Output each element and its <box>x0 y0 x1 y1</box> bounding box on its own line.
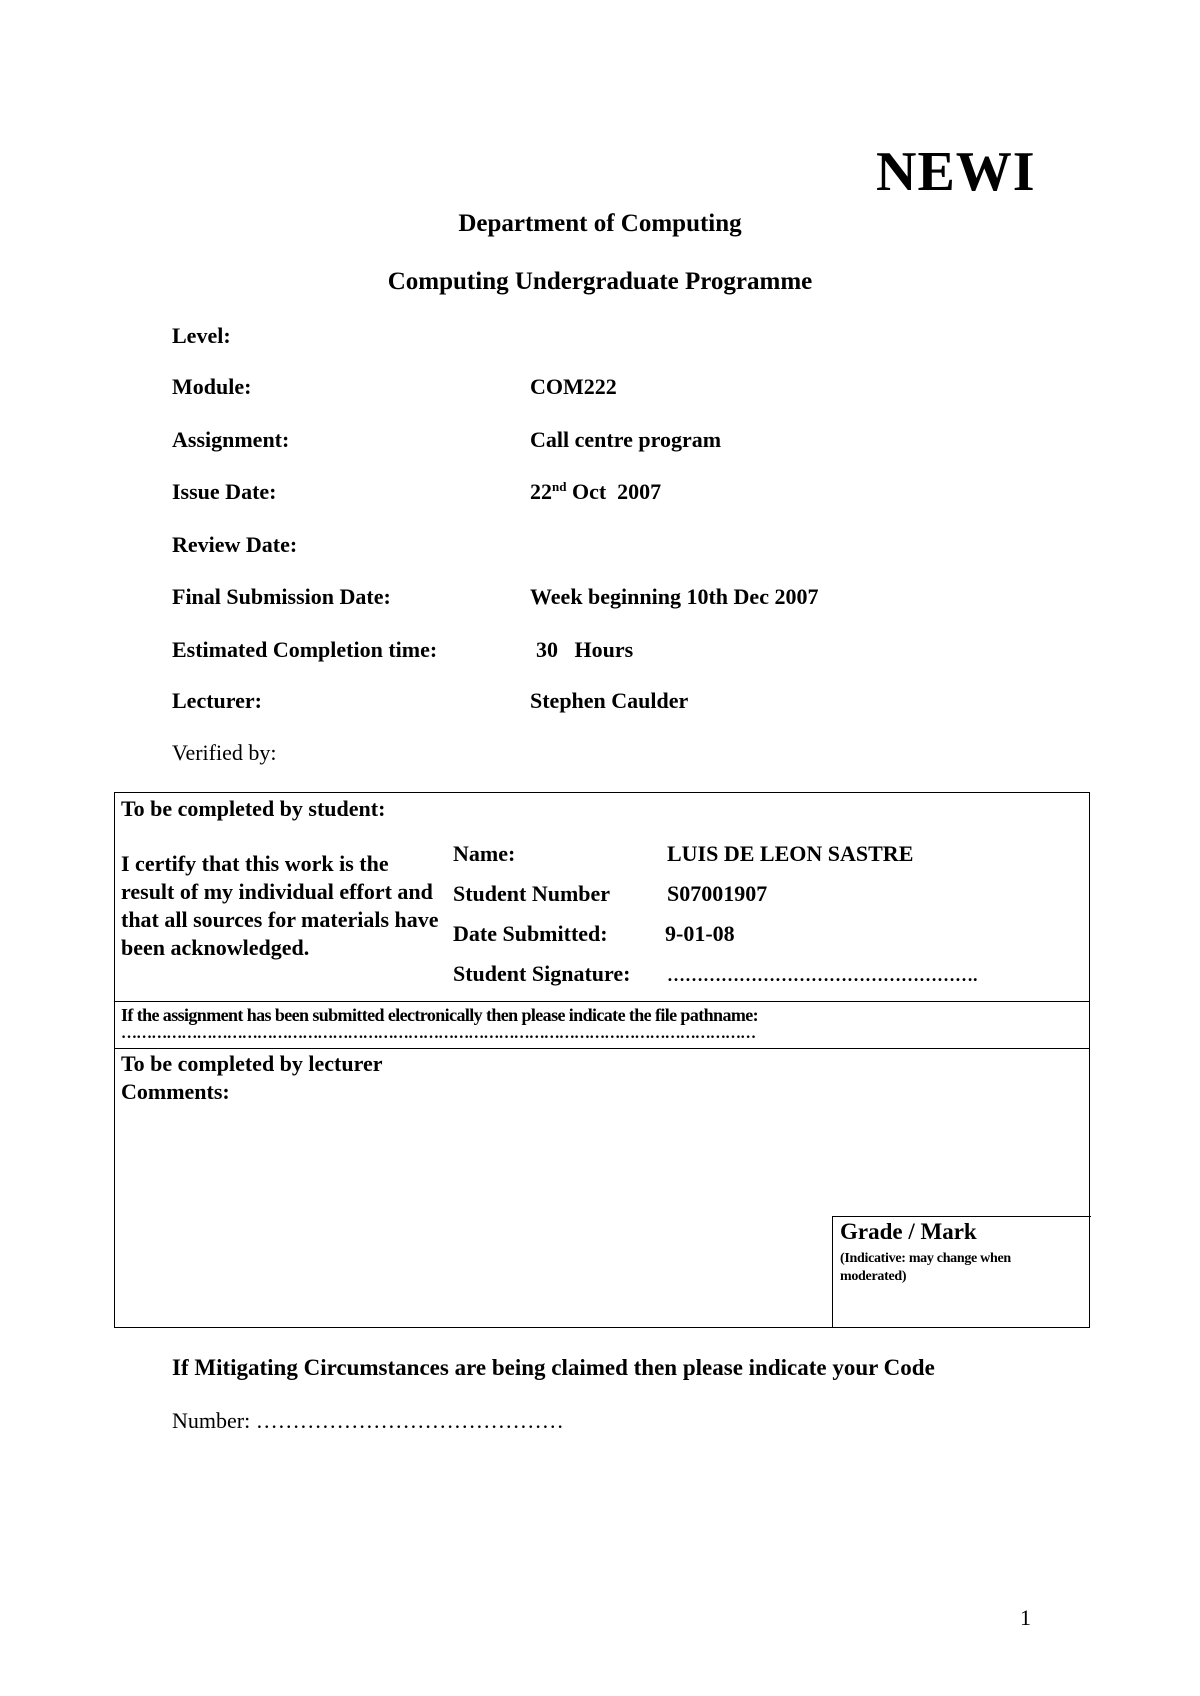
date-submitted-label: Date Submitted: <box>453 921 608 946</box>
issue-date-day: 22 <box>530 479 552 504</box>
file-pathname-line: ……………………………………………………………………………………………………………… <box>121 1025 756 1042</box>
section-divider <box>115 1048 1089 1049</box>
lecturer-value: Stephen Caulder <box>530 688 689 713</box>
grade-mark-note: (Indicative: may change when moderated) <box>840 1251 1011 1284</box>
name-label: Name: <box>453 841 516 866</box>
completion-time-value: 30 Hours <box>536 637 634 662</box>
comments-label: Comments: <box>121 1079 230 1104</box>
section-divider <box>115 1001 1089 1002</box>
file-pathname-label: If the assignment has been submitted electronically then please indicate the file pathname: <box>121 1005 759 1025</box>
module-value: COM222 <box>530 374 617 399</box>
lecturer-section-header: To be completed by lecturer <box>121 1051 383 1076</box>
issue-date-suffix: nd <box>552 479 567 494</box>
department-heading: Department of Computing <box>458 210 742 237</box>
certification-statement: I certify that this work is the result of my individual effort and that all sources for materials have been acknowledged. <box>121 851 439 960</box>
issue-date-value <box>530 479 661 505</box>
lecturer-label: Lecturer: <box>172 688 262 713</box>
module-label: Module: <box>172 374 252 399</box>
student-section-header: To be completed by student: <box>121 796 386 821</box>
final-submission-label: Final Submission Date: <box>172 584 391 609</box>
grade-mark-title: Grade / Mark <box>840 1219 977 1244</box>
code-number-line: Number: …………………………………… <box>172 1408 564 1433</box>
name-value: LUIS DE LEON SASTRE <box>667 841 914 866</box>
completion-time-label: Estimated Completion time: <box>172 637 438 662</box>
assignment-value: Call centre program <box>530 427 722 452</box>
page-number: 1 <box>1020 1605 1031 1630</box>
review-date-label: Review Date: <box>172 532 298 557</box>
mitigating-circumstances-text: If Mitigating Circumstances are being claimed then please indicate your Code <box>172 1355 935 1380</box>
verified-by-label: Verified by: <box>172 740 277 765</box>
level-label: Level: <box>172 323 231 348</box>
assignment-label: Assignment: <box>172 427 290 452</box>
institution-logo: NEWI <box>876 141 1036 203</box>
signature-label: Student Signature: <box>453 961 631 986</box>
student-number-label: Student Number <box>453 881 611 906</box>
submission-form-box <box>114 792 1090 1328</box>
student-number-value: S07001907 <box>667 881 768 906</box>
programme-heading: Computing Undergraduate Programme <box>387 268 813 295</box>
date-submitted-value: 9-01-08 <box>665 921 735 946</box>
signature-line: ……………………………………………. <box>667 965 978 985</box>
grade-mark-box <box>832 1216 1091 1328</box>
final-submission-value: Week beginning 10th Dec 2007 <box>530 584 819 609</box>
issue-date-label: Issue Date: <box>172 479 277 504</box>
issue-date-rest: Oct 2007 <box>566 479 662 504</box>
